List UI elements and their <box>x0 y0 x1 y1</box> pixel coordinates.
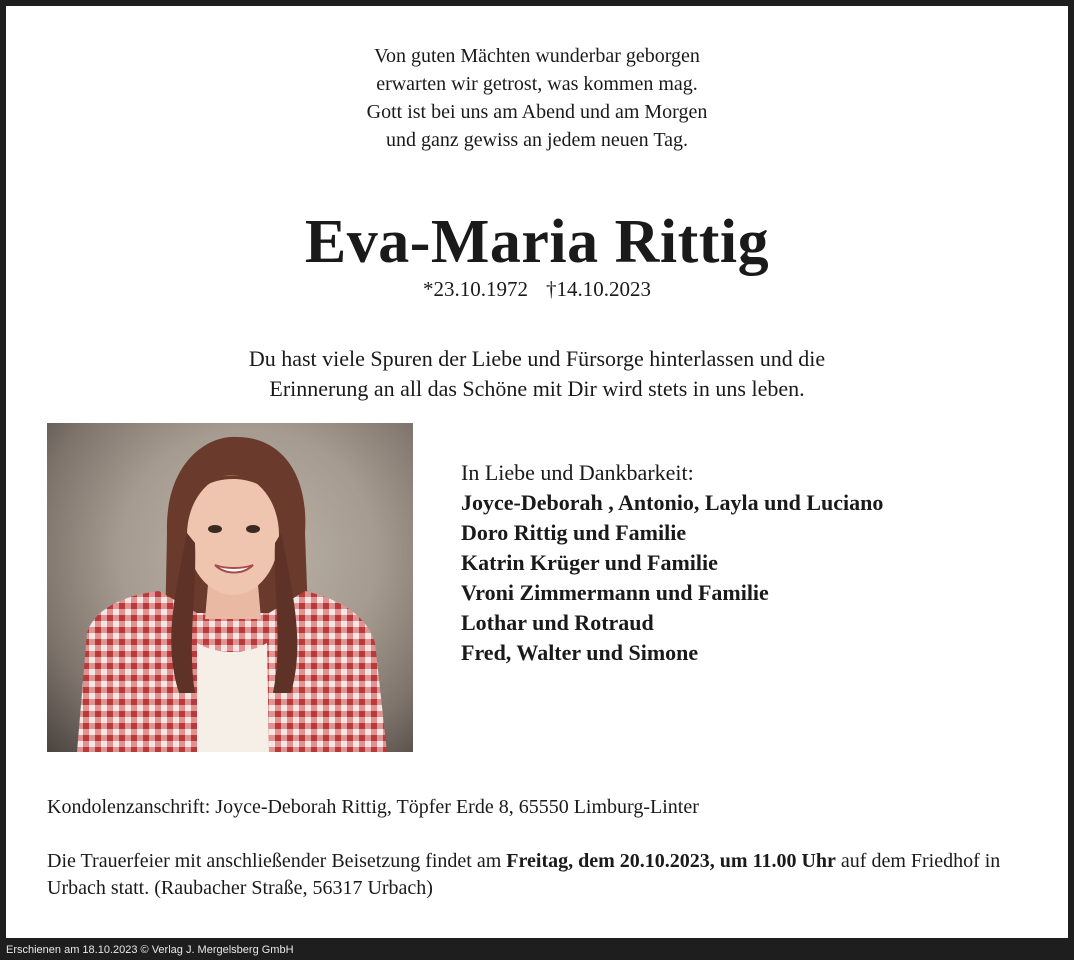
life-dates <box>6 276 1068 302</box>
obituary-notice <box>6 6 1068 938</box>
poem-line: Von guten Mächten wunderbar geborgen <box>374 45 700 67</box>
poem-line: und ganz gewiss an jedem neuen Tag. <box>385 129 689 151</box>
condolence-address: Kondolenzanschrift: Joyce-Deborah Rittig, Töpfer Erde 8, 65550 Limburg-Linter <box>47 796 699 818</box>
poem-line: erwarten wir getrost, was kommen mag. <box>376 73 698 95</box>
death-date: †14.10.2023 <box>546 277 651 301</box>
funeral-date-time: Freitag, dem 20.10.2023, um 11.00 Uhr <box>506 850 836 872</box>
mourners-list <box>461 458 883 668</box>
mourner-name: Katrin Krüger und Familie <box>461 550 718 575</box>
funeral-info <box>47 848 1047 902</box>
tribute-text <box>6 344 1068 404</box>
mourners-intro: In Liebe und Dankbarkeit: <box>461 460 694 485</box>
tribute-line: Erinnerung an all das Schöne mit Dir wird stets in uns leben. <box>269 376 805 401</box>
birth-date: *23.10.1972 <box>423 277 528 301</box>
tribute-line: Du hast viele Spuren der Liebe und Fürsorge hinterlassen und die <box>248 346 826 371</box>
poem-line: Gott ist bei uns am Abend und am Morgen <box>366 101 708 123</box>
funeral-text-before: Die Trauerfeier mit anschließender Beisetzung findet am <box>47 850 507 872</box>
funeral-text-after: auf dem Friedhof in Urbach statt. (Raubacher Straße, 56317 Urbach) <box>47 850 1001 899</box>
mourner-name: Lothar und Rotraud <box>461 610 654 635</box>
deceased-name: Eva-Maria Rittig <box>304 208 770 276</box>
mourner-name: Joyce-Deborah , Antonio, Layla und Luciano <box>461 490 884 515</box>
poem <box>6 42 1068 154</box>
mourner-name: Fred, Walter und Simone <box>461 640 699 665</box>
portrait-photo <box>47 423 413 752</box>
publication-footer: Erschienen am 18.10.2023 © Verlag J. Mergelsberg GmbH <box>6 944 294 956</box>
mourner-name: Doro Rittig und Familie <box>461 520 687 545</box>
mourner-name: Vroni Zimmermann und Familie <box>461 580 769 605</box>
